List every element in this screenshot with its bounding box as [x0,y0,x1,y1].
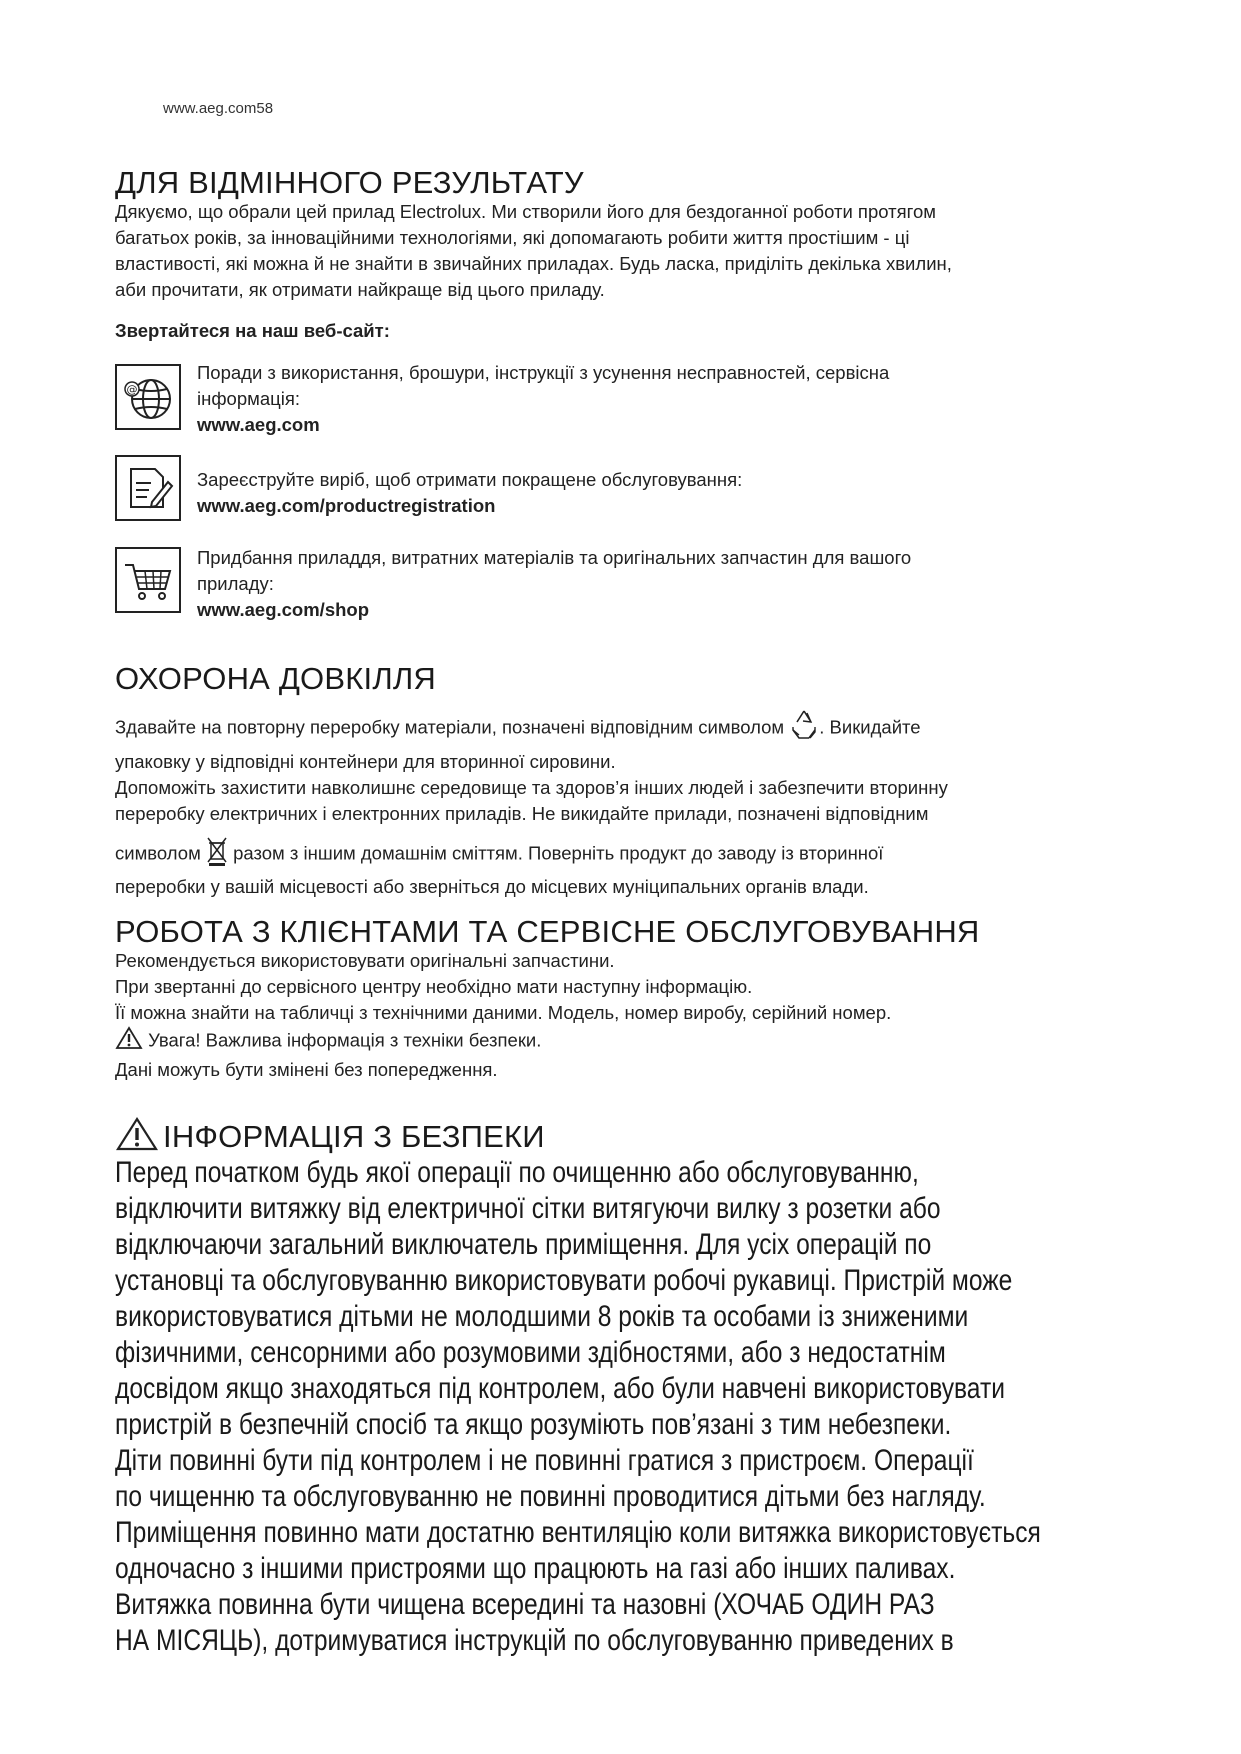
web-item-text: інформація: [197,388,300,409]
safety-line: НА МІСЯЦЬ), дотримуватися інструкцій по обслуговуванню приведених в [115,1624,954,1657]
intro-title: ДЛЯ ВІДМІННОГО РЕЗУЛЬТАТУ [115,165,584,200]
website-heading: Звертайтеся на наш веб-сайт: [115,320,390,341]
service-line: Дані можуть бути змінені без попередження. [115,1059,498,1080]
safety-text [115,1155,1173,1659]
safety-line: фізичними, сенсорними або розумовими здібностями, або з недостатнім [115,1336,946,1369]
web-item-link[interactable]: www.aeg.com [197,414,320,435]
environment-line: разом з іншим домашнім сміттям. Поверніть продукт до заводу із вторинної [227,842,884,864]
intro-text [115,199,952,303]
web-item-link[interactable]: www.aeg.com/productregistration [197,495,496,516]
service-title: РОБОТА З КЛІЄНТАМИ ТА СЕРВІСНЕ ОБСЛУГОВУВАННЯ [115,914,980,949]
safety-line: Діти повинні бути під контролем і не повинні гратися з пристроєм. Операції [115,1444,974,1477]
safety-line: Витяжка повинна бути чищена всередині та назовні (ХОЧАБ ОДИН РАЗ [115,1588,935,1621]
web-item-shop [197,545,911,623]
service-text [115,948,1175,1083]
intro-line: Дякуємо, що обрали цей прилад Electrolux. Ми створили його для бездоганної роботи протягом [115,201,936,222]
environment-title: ОХОРОНА ДОВКІЛЛЯ [115,661,436,696]
environment-line: Допоможіть захистити навколишнє середовище та здоров’я інших людей і забезпечити вторинну [115,777,948,798]
svg-text:@: @ [126,383,138,396]
header-url: www.aeg.com58 [163,100,274,117]
safety-line: одночасно з іншими пристроями що працюють на газі або інших паливах. [115,1552,956,1585]
registration-icon [115,455,181,521]
warning-icon [115,1116,159,1157]
web-item-info [197,360,889,438]
safety-line: Приміщення повинно мати достатню вентиляцію коли витяжка використовується [115,1516,1041,1549]
web-item-text: Придбання приладдя, витратних матеріалів та оригінальних запчастин для вашого [197,547,912,568]
safety-line: відключити витяжку від електричної сітки витягуючи вилку з розетки або [115,1192,941,1225]
web-item-text: Зареєструйте виріб, щоб отримати покращене обслуговування: [197,469,743,490]
environment-line: переробку електричних і електронних приладів. Не викидайте прилади, позначені відповідним [115,803,929,824]
intro-line: властивості, які можна й не знайти в звичайних приладах. Будь ласка, приділіть декілька хвилин, [115,253,952,274]
environment-line: . Викидайте [819,716,921,738]
safety-line: пристрій в безпечній спосіб та якщо розуміють пов’язані з тим небезпеки. [115,1408,952,1441]
service-line: Рекомендується використовувати оригінальні запчастини. [115,950,615,971]
environment-line: переробки у вашій місцевості або зверніться до місцевих муніципальних органів влади. [115,876,869,897]
environment-line: символом [115,842,201,864]
safety-line: Перед початком будь якої операції по очищенню або обслуговуванню, [115,1156,919,1189]
safety-heading [115,1116,545,1157]
web-item-link[interactable]: www.aeg.com/shop [197,599,370,620]
environment-line: Здавайте на повторну переробку матеріали, позначені відповідним символом [115,716,785,738]
service-line: При звертанні до сервісного центру необхідно мати наступну інформацію. [115,976,753,997]
crossed-bin-icon [206,835,228,874]
safety-title: ІНФОРМАЦІЯ З БЕЗПЕКИ [163,1118,545,1154]
safety-line: по чищенню та обслуговуванню не повинні проводитися дітьми без нагляду. [115,1480,986,1513]
recycle-icon [789,708,819,749]
safety-line: відключаючи загальний виключатель приміщення. Для усіх операцій по [115,1228,932,1261]
service-line: Її можна знайти на табличці з технічними даними. Модель, номер виробу, серійний номер. [115,1002,892,1023]
safety-line: використовуватися дітьми не молодшими 8 років та особами із зниженими [115,1300,969,1333]
intro-line: багатьох років, за інноваційними технологіями, які допомагають робити життя простішим - ці [115,227,910,248]
safety-line: досвідом якщо знаходяться під контролем, або були навчені використовувати [115,1372,1005,1405]
shopping-cart-icon [115,547,181,613]
service-warning: Увага! Важлива інформація з техніки безпеки. [148,1029,542,1051]
intro-line: аби прочитати, як отримати найкраще від цього приладу. [115,279,605,300]
environment-text [115,708,1175,900]
web-item-text: Поради з використання, брошури, інструкції з усунення несправностей, сервісна [197,362,890,383]
environment-line: упаковку у відповідні контейнери для вторинної сировини. [115,751,616,772]
globe-icon [115,364,181,430]
web-item-text: приладу: [197,573,274,594]
safety-line: установці та обслуговуванню використовувати робочі рукавиці. Пристрій може [115,1264,1013,1297]
warning-icon [115,1026,143,1057]
web-item-registration [197,467,742,519]
